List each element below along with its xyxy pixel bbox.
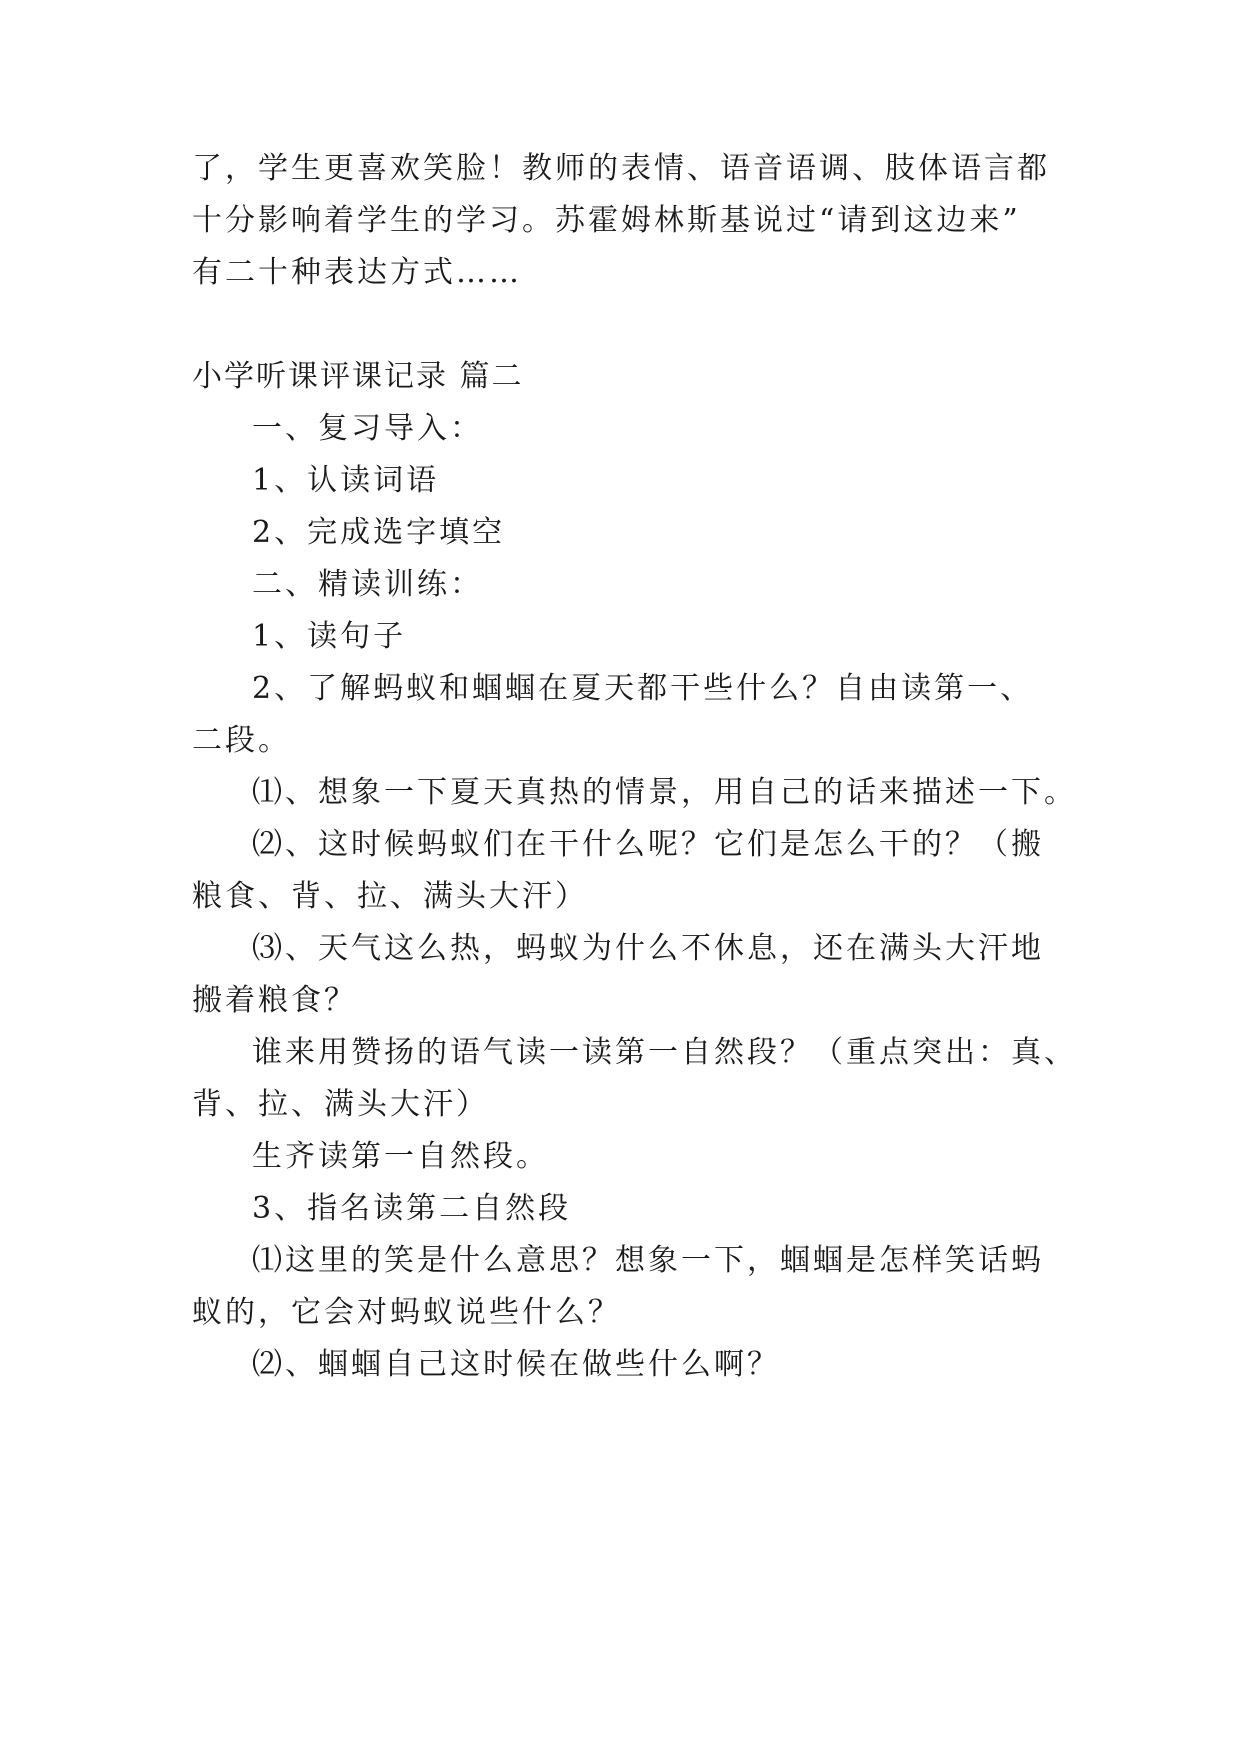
- paragraph-line: 生齐读第一自然段。: [252, 1139, 549, 1174]
- outline-item: 1、读句子: [252, 619, 407, 654]
- intro-line-2: 十分影响着学生的学习。苏霍姆林斯基说过“请到这边来”: [192, 203, 1021, 238]
- paragraph-line: 粮食、背、拉、满头大汗）: [192, 879, 588, 914]
- paragraph-line: ⑴、想象一下夏天真热的情景，用自己的话来描述一下。: [252, 775, 1077, 810]
- outline-item: 2、完成选字填空: [252, 515, 506, 550]
- outline-item: 一、复习导入：: [252, 411, 483, 446]
- intro-line-3: 有二十种表达方式……: [192, 255, 522, 290]
- paragraph-line: ⑵、这时候蚂蚁们在干什么呢？它们是怎么干的？（搬: [252, 827, 1044, 862]
- paragraph-line: 背、拉、满头大汗）: [192, 1087, 489, 1122]
- paragraph-line: 蚁的，它会对蚂蚁说些什么？: [192, 1295, 621, 1330]
- paragraph-line: 3、指名读第二自然段: [252, 1191, 572, 1226]
- paragraph-line: 谁来用赞扬的语气读一读第一自然段？（重点突出：真、: [252, 1035, 1077, 1070]
- outline-item: 二、精读训练：: [252, 567, 483, 602]
- paragraph-line: 搬着粮食？: [192, 983, 357, 1018]
- paragraph-line: 2、了解蚂蚁和蝈蝈在夏天都干些什么？自由读第一、: [252, 671, 1034, 706]
- outline-item: 1、认读词语: [252, 463, 440, 498]
- paragraph-line: ⑵、蝈蝈自己这时候在做些什么啊？: [252, 1347, 780, 1382]
- paragraph-line: ⑶、天气这么热，蚂蚁为什么不休息，还在满头大汗地: [252, 931, 1044, 966]
- paragraph-line: 二段。: [192, 723, 291, 758]
- intro-line-1: 了，学生更喜欢笑脸！教师的表情、语音语调、肢体语言都: [192, 151, 1050, 186]
- section-heading: 小学听课评课记录 篇二: [192, 359, 524, 394]
- paragraph-line: ⑴这里的笑是什么意思？想象一下，蝈蝈是怎样笑话蚂: [252, 1243, 1044, 1278]
